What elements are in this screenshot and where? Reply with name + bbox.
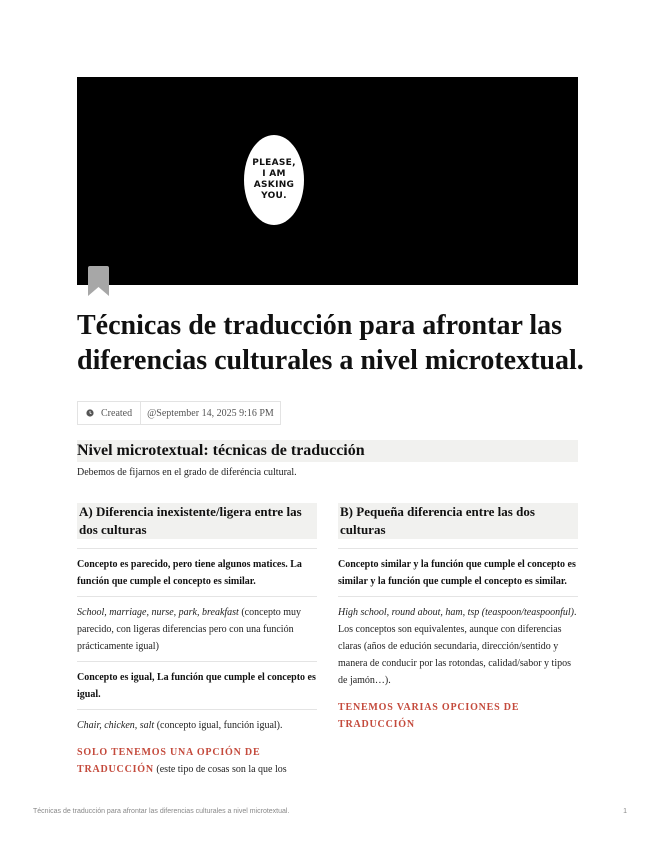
page-footer [33, 808, 627, 815]
bookmark-icon [88, 266, 109, 296]
created-label: Created [101, 407, 133, 419]
column-a-note [77, 740, 317, 778]
column-a-row-4 [77, 709, 317, 740]
created-value-cell [140, 402, 280, 424]
footer-page-number: 1 [623, 808, 627, 815]
column-b-row-2 [338, 596, 578, 695]
column-a-row-1: Concepto es parecido, pero tiene algunos matices. La función que cumple el concepto es similar. [77, 548, 317, 596]
column-a-row-4-text: (concepto igual, función igual). [154, 720, 283, 731]
footer-title: Técnicas de traducción para afrontar las diferencias culturales a nivel microtextual. [33, 808, 290, 815]
column-b-row-1: Concepto similar y la función que cumple el concepto es similar y la función que cumple el concepto es similar. [338, 548, 578, 596]
column-b-heading: B) Pequeña diferencia entre las dos culturas [338, 503, 578, 539]
column-b-row-2-examples: High school, round about, ham, tsp (teaspoon/teaspoonful) [338, 607, 575, 618]
column-b [338, 503, 578, 733]
created-property [78, 402, 140, 424]
column-a-row-4-examples: Chair, chicken, salt [77, 720, 155, 731]
column-a-row-2-examples: School, marriage, nurse, park, breakfast [77, 607, 239, 618]
page-title: Técnicas de traducción para afrontar las diferencias culturales a nivel microtextual. [77, 310, 584, 376]
cover-image [77, 77, 578, 285]
column-a-row-2-text: (concepto muy parecido, con ligeras diferencias pero con una función prácticamente igual) [77, 607, 302, 652]
column-b-row-2-text: . Los conceptos son equivalentes, aunque con diferencias claras (años de edución secundaria, dirección/sentido y manera de conducir por las rotondas, calidad/sabor y tipos de jamón…). [338, 607, 577, 686]
created-value: @September 14, 2025 9:16 PM [147, 407, 274, 419]
column-b-note-highlight: TENEMOS VARIAS OPCIONES DE TRADUCCIÓN [338, 702, 520, 730]
column-a [77, 503, 317, 778]
section-heading: Nivel microtextual: técnicas de traducción [77, 440, 578, 462]
column-a-heading: A) Diferencia inexistente/ligera entre las dos culturas [77, 503, 317, 539]
column-b-note [338, 695, 578, 733]
speech-bubble: PLEASE, I AM ASKING YOU. [244, 135, 304, 225]
column-a-row-2 [77, 596, 317, 661]
column-a-note-text: (este tipo de cosas son la que los [153, 764, 287, 775]
column-a-row-3: Concepto es igual, La función que cumple el concepto es igual. [77, 661, 317, 709]
column-a-note-highlight: SOLO TENEMOS UNA OPCIÓN DE TRADUCCIÓN [77, 747, 261, 775]
clock-icon [86, 409, 94, 417]
section-intro: Debemos de fijarnos en el grado de diferéncia cultural. [77, 467, 297, 478]
page-properties [77, 401, 281, 425]
